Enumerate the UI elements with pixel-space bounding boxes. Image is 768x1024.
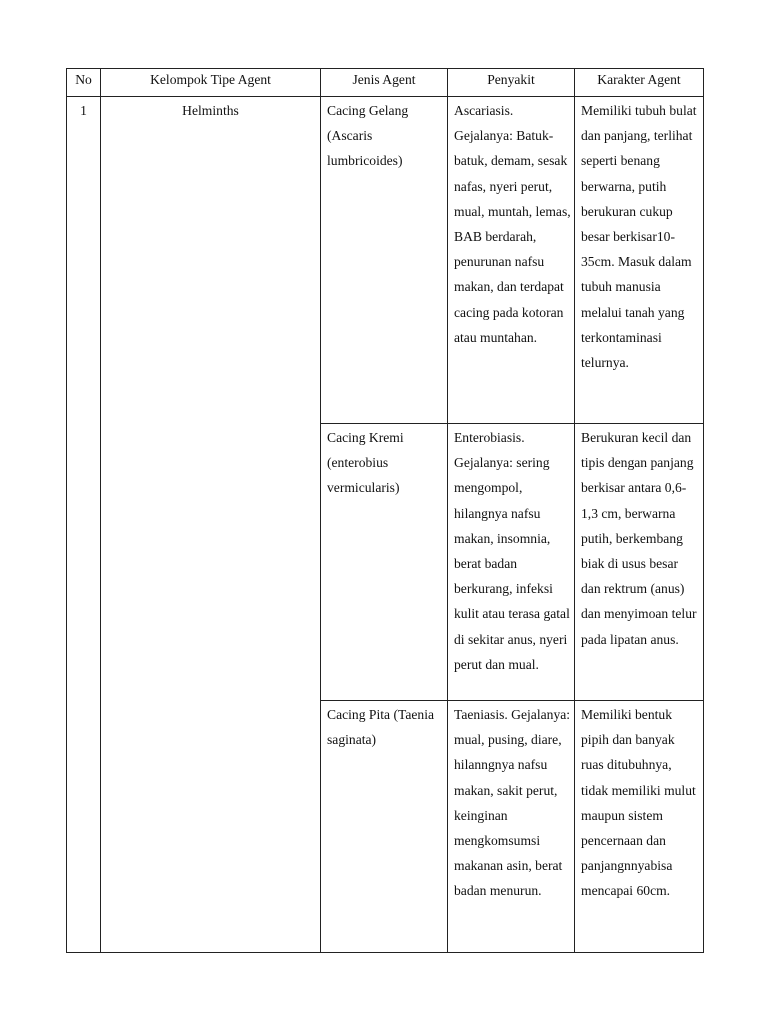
cell-penyakit: Enterobiasis. Gejalanya: sering mengompol, hilangnya nafsu makan, insomnia, berat badan berkurang, infeksi kulit atau terasa gatal di sekitar anus, nyeri perut dan mual.	[448, 424, 575, 701]
cell-no: 1	[67, 97, 101, 953]
header-kelompok: Kelompok Tipe Agent	[101, 69, 321, 97]
table-row	[67, 97, 704, 424]
header-karakter: Karakter Agent	[575, 69, 704, 97]
cell-karakter: Berukuran kecil dan tipis dengan panjang berkisar antara 0,6-1,3 cm, berwarna putih, berkembang biak di usus besar dan rektrum (anus) dan menyimoan telur pada lipatan anus.	[575, 424, 704, 701]
cell-jenis: Cacing Pita (Taenia saginata)	[321, 701, 448, 953]
cell-karakter: Memiliki bentuk pipih dan banyak ruas ditubuhnya, tidak memiliki mulut maupun sistem pencernaan dan panjangnnyabisa mencapai 60cm.	[575, 701, 704, 953]
cell-jenis: Cacing Gelang (Ascaris lumbricoides)	[321, 97, 448, 424]
table-header-row	[67, 69, 704, 97]
header-jenis: Jenis Agent	[321, 69, 448, 97]
cell-penyakit: Ascariasis. Gejalanya: Batuk-batuk, demam, sesak nafas, nyeri perut, mual, muntah, lemas, BAB berdarah, penurunan nafsu makan, dan terdapat cacing pada kotoran atau muntahan.	[448, 97, 575, 424]
cell-karakter: Memiliki tubuh bulat dan panjang, terlihat seperti benang berwarna, putih berukuran cukup besar berkisar10-35cm. Masuk dalam tubuh manusia melalui tanah yang terkontaminasi telurnya.	[575, 97, 704, 424]
cell-penyakit: Taeniasis. Gejalanya: mual, pusing, diare, hilanngnya nafsu makan, sakit perut, keinginan mengkomsumsi makanan asin, berat badan menurun.	[448, 701, 575, 953]
cell-kelompok: Helminths	[101, 97, 321, 953]
cell-jenis: Cacing Kremi (enterobius vermicularis)	[321, 424, 448, 701]
header-penyakit: Penyakit	[448, 69, 575, 97]
agent-table	[66, 68, 704, 953]
header-no: No	[67, 69, 101, 97]
